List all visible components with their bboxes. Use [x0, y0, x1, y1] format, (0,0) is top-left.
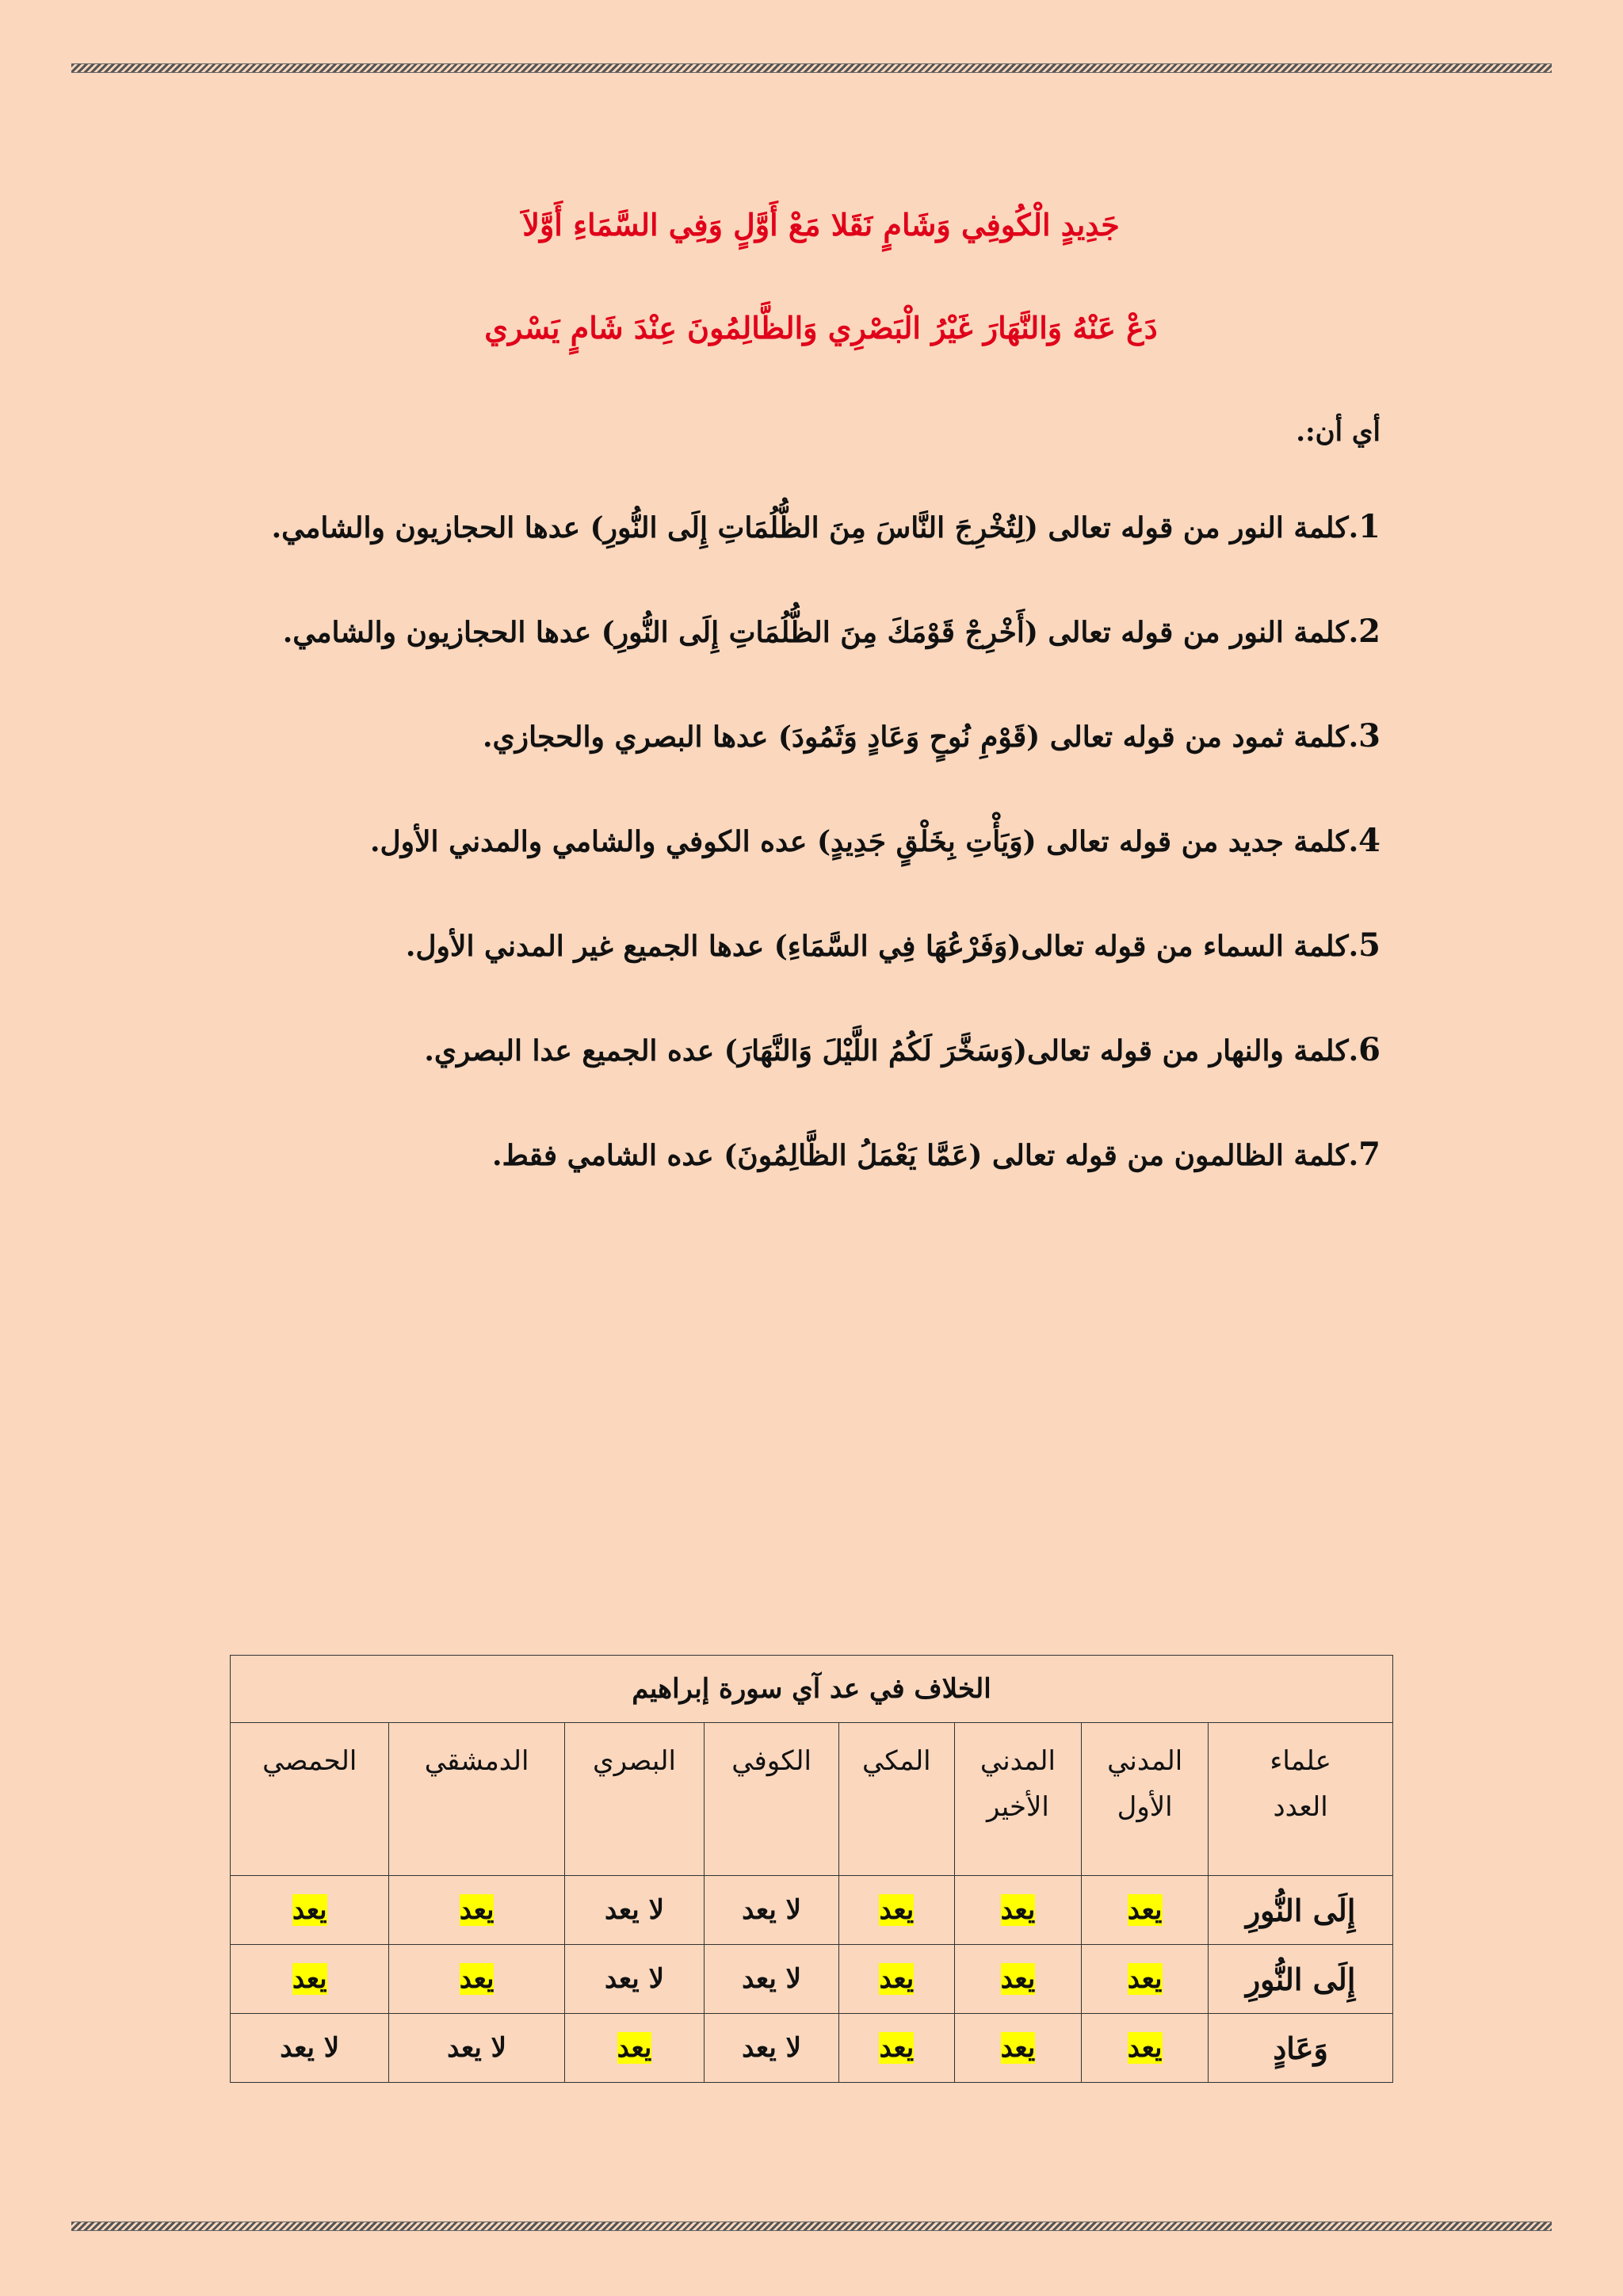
header-cell: [389, 1723, 564, 1876]
header-line: المدني: [1107, 1745, 1183, 1777]
table-cell: [1082, 2014, 1209, 2083]
table-cell: [705, 1945, 839, 2014]
table-row: [231, 2014, 1393, 2083]
cell-value: لا يعد: [605, 1894, 664, 1926]
list-item: 7.كلمة الظالمون من قوله تعالى (عَمَّا يَعْمَلُ الظَّالِمُونَ) عده الشامي فقط.: [491, 1136, 1381, 1173]
header-line: المدني: [980, 1745, 1056, 1777]
table-cell: [564, 2014, 705, 2083]
header-cell: [1082, 1723, 1209, 1876]
table-title: الخلاف في عد آي سورة إبراهيم: [231, 1656, 1393, 1723]
header-cell: [231, 1723, 389, 1876]
cell-value: يعد: [1000, 1963, 1036, 1995]
table-cell: [705, 1876, 839, 1945]
list-item: 1.كلمة النور من قوله تعالى (لِتُخْرِجَ النَّاسَ مِنَ الظُّلُمَاتِ إِلَى النُّورِ) عدها الحجازيون والشامي.: [271, 508, 1381, 545]
cell-value: يعد: [879, 1894, 915, 1926]
cell-value: لا يعد: [742, 1963, 802, 1995]
header-line: البصري: [593, 1745, 676, 1777]
list-item: 4.كلمة جديد من قوله تعالى (وَيَأْتِ بِخَلْقٍ جَدِيدٍ) عده الكوفي والشامي والمدني الأول.: [369, 822, 1381, 859]
table-row: [231, 1945, 1393, 2014]
cell-value: لا يعد: [280, 2032, 340, 2064]
cell-value: لا يعد: [447, 2032, 507, 2064]
table-cell: [1082, 1945, 1209, 2014]
table-cell: [389, 1945, 564, 2014]
table-cell: [954, 1945, 1081, 2014]
header-cell: [705, 1723, 839, 1876]
row-word: إِلَى النُّورِ: [1209, 1876, 1393, 1945]
table-cell: [954, 1876, 1081, 1945]
list-item: 5.كلمة السماء من قوله تعالى(وَفَرْعُهَا فِي السَّمَاءِ) عدها الجميع غير المدني الأول.: [405, 926, 1381, 964]
item-text: كلمة النور من قوله تعالى (أَخْرِجْ قَوْمَكَ مِنَ الظُّلُمَاتِ إِلَى النُّورِ) عدها الحجازيون والشامي.: [282, 616, 1349, 649]
item-text: كلمة النور من قوله تعالى (لِتُخْرِجَ النَّاسَ مِنَ الظُّلُمَاتِ إِلَى النُّورِ) عدها الحجازيون والشامي.: [271, 511, 1349, 544]
cell-value: يعد: [292, 1894, 327, 1926]
item-text: كلمة والنهار من قوله تعالى(وَسَخَّرَ لَكُمُ اللَّيْلَ وَالنَّهَارَ) عده الجميع عدا البصري.: [424, 1034, 1349, 1068]
cell-value: لا يعد: [742, 2032, 802, 2064]
table-row: [231, 1876, 1393, 1945]
item-text: كلمة السماء من قوله تعالى(وَفَرْعُهَا فِي السَّمَاءِ) عدها الجميع غير المدني الأول.: [405, 930, 1349, 963]
table-cell: [838, 1876, 954, 1945]
table-cell: [564, 1876, 705, 1945]
cell-value: يعد: [292, 1963, 327, 1995]
poem-line-1: جَدِيدٍ الْكُوفِي وَشَامٍ نَقَلا مَعْ أَوَّلٍ وَفِي السَّمَاءِ أَوَّلاَ: [522, 207, 1120, 243]
verse-count-table: [230, 1655, 1393, 2083]
table-cell: [231, 1876, 389, 1945]
table-cell: [564, 1945, 705, 2014]
cell-value: يعد: [1127, 2032, 1163, 2064]
cell-value: لا يعد: [605, 1963, 664, 1995]
item-number: 6: [1358, 1031, 1381, 1068]
table-cell: [389, 1876, 564, 1945]
row-word: وَعَادٍ: [1209, 2014, 1393, 2083]
header-line: الدمشقي: [424, 1745, 529, 1777]
poem-line-2: دَعْ عَنْهُ وَالنَّهَارَ غَيْرُ الْبَصْرِي وَالظَّالِمُونَ عِنْدَ شَامٍ يَسْري: [484, 310, 1158, 346]
header-line: العدد: [1273, 1790, 1328, 1823]
header-line: الأول: [1117, 1790, 1173, 1823]
header-line: علماء: [1270, 1745, 1331, 1777]
intro-text: أي أن:.: [1296, 416, 1381, 448]
item-number: 5: [1358, 926, 1381, 964]
item-number: 1: [1358, 508, 1381, 545]
cell-value: لا يعد: [742, 1894, 802, 1926]
table-cell: [705, 2014, 839, 2083]
header-cell: [1209, 1723, 1393, 1876]
cell-value: يعد: [1127, 1963, 1163, 1995]
table-cell: [231, 2014, 389, 2083]
table-header-row: [231, 1723, 1393, 1876]
list-item: 2.كلمة النور من قوله تعالى (أَخْرِجْ قَوْمَكَ مِنَ الظُّلُمَاتِ إِلَى النُّورِ) عدها الحجازيون والشامي.: [282, 613, 1381, 650]
table-cell: [1082, 1876, 1209, 1945]
table-cell: [231, 1945, 389, 2014]
item-text: كلمة الظالمون من قوله تعالى (عَمَّا يَعْمَلُ الظَّالِمُونَ) عده الشامي فقط.: [491, 1139, 1349, 1172]
cell-value: يعد: [879, 2032, 915, 2064]
header-line: الحمصي: [262, 1745, 357, 1777]
row-word: إِلَى النُّورِ: [1209, 1945, 1393, 2014]
table-cell: [838, 2014, 954, 2083]
item-number: 7: [1358, 1136, 1381, 1173]
item-number: 2: [1358, 613, 1381, 650]
list-item: 3.كلمة ثمود من قوله تعالى (قَوْمِ نُوحٍ وَعَادٍ وَثَمُودَ) عدها البصري والحجازي.: [482, 717, 1381, 755]
table-cell: [389, 2014, 564, 2083]
item-number: 3: [1358, 717, 1381, 755]
item-text: كلمة ثمود من قوله تعالى (قَوْمِ نُوحٍ وَعَادٍ وَثَمُودَ) عدها البصري والحجازي.: [482, 720, 1349, 754]
top-decorative-rule: [71, 63, 1552, 73]
cell-value: يعد: [1000, 1894, 1036, 1926]
header-cell: [954, 1723, 1081, 1876]
cell-value: يعد: [459, 1894, 495, 1926]
explanation-list: [262, 508, 1381, 1244]
item-text: كلمة جديد من قوله تعالى (وَيَأْتِ بِخَلْقٍ جَدِيدٍ) عده الكوفي والشامي والمدني الأول.: [369, 825, 1349, 858]
cell-value: يعد: [879, 1963, 915, 1995]
header-line: الكوفي: [731, 1745, 812, 1777]
header-cell: [838, 1723, 954, 1876]
header-line: المكي: [862, 1745, 931, 1777]
cell-value: يعد: [1127, 1894, 1163, 1926]
header-line: الأخير: [987, 1790, 1049, 1823]
cell-value: يعد: [1000, 2032, 1036, 2064]
item-number: 4: [1358, 822, 1381, 859]
header-cell: [564, 1723, 705, 1876]
table-cell: [954, 2014, 1081, 2083]
list-item: 6.كلمة والنهار من قوله تعالى(وَسَخَّرَ لَكُمُ اللَّيْلَ وَالنَّهَارَ) عده الجميع عدا البصري.: [424, 1031, 1381, 1068]
cell-value: يعد: [459, 1963, 495, 1995]
bottom-decorative-rule: [71, 2222, 1552, 2231]
table-cell: [838, 1945, 954, 2014]
cell-value: يعد: [617, 2032, 652, 2064]
